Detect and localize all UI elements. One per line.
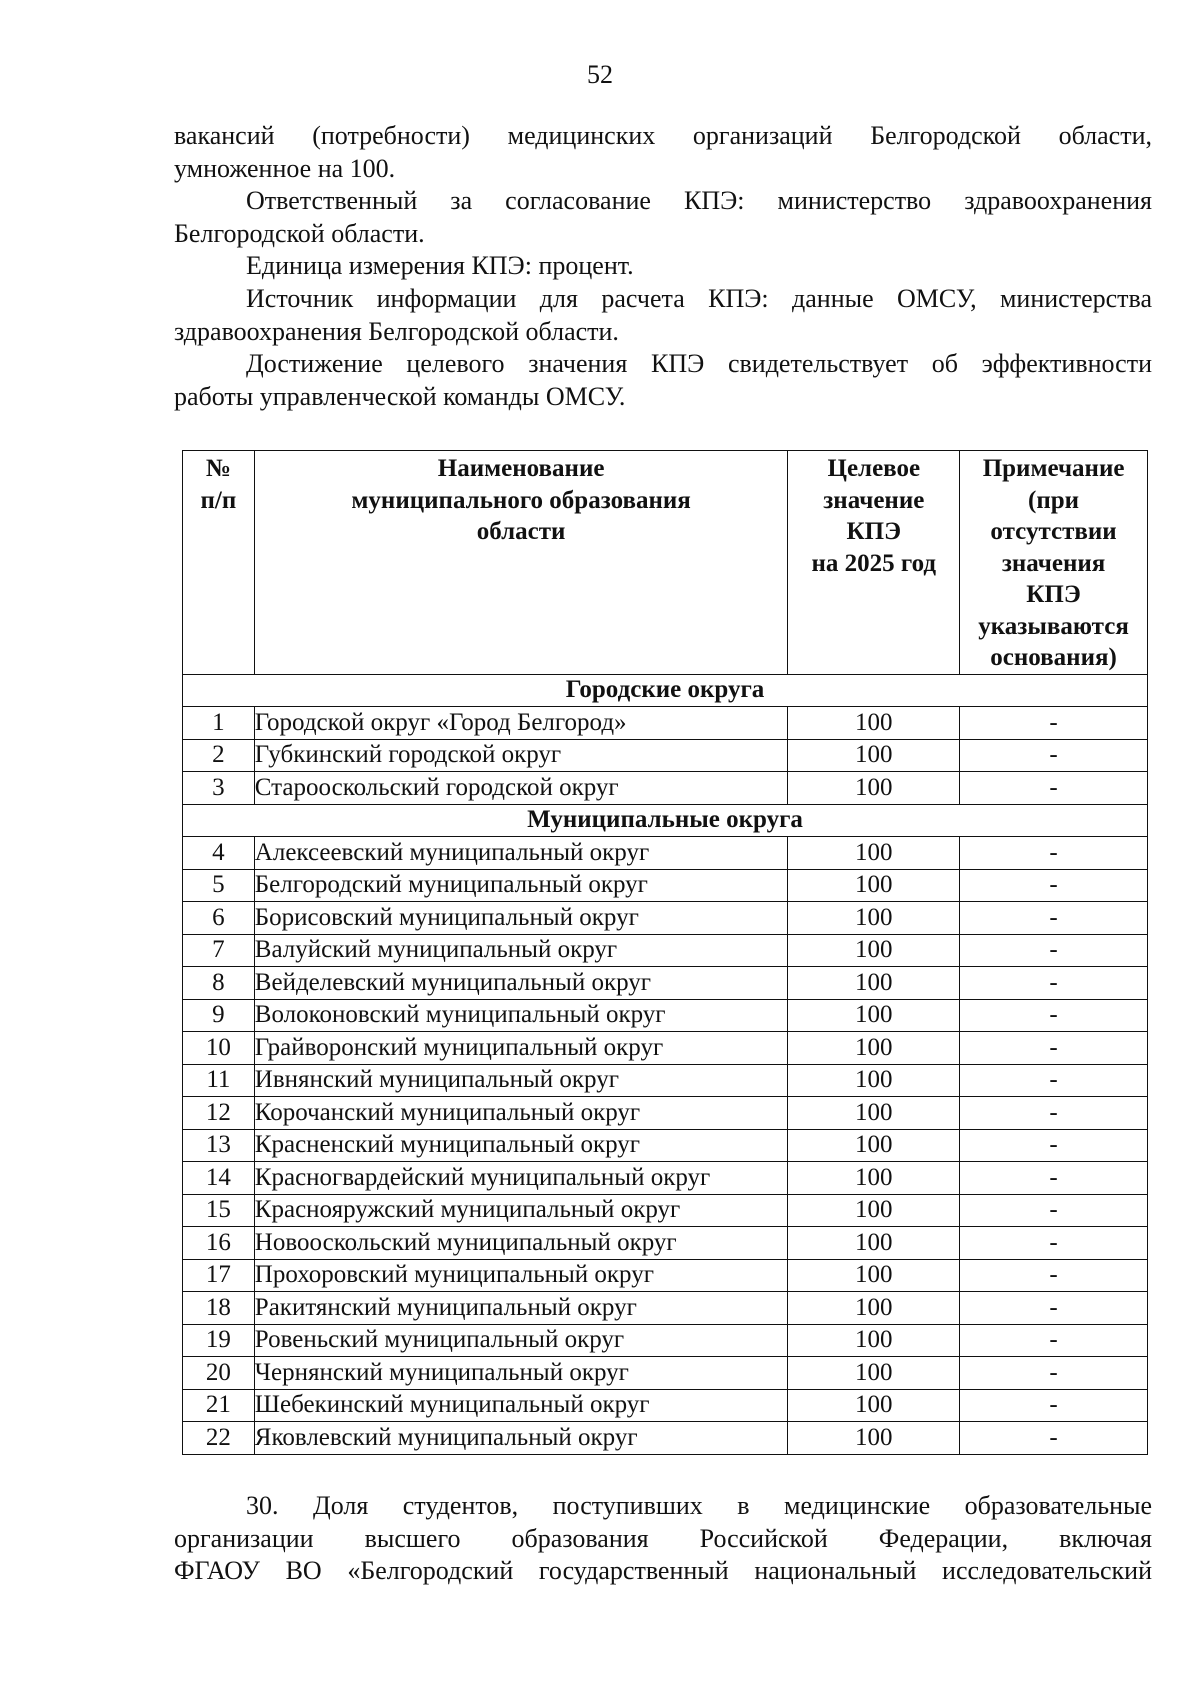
row-name: Городской округ «Город Белгород» [254, 707, 788, 740]
row-note: - [960, 869, 1148, 902]
row-value: 100 [788, 1162, 960, 1195]
table-row [183, 707, 1148, 740]
header-number-line1: № [205, 455, 231, 482]
row-number: 8 [183, 967, 255, 1000]
row-note: - [960, 1292, 1148, 1325]
intro-paragraph-4 [174, 283, 1152, 348]
table-header-row [183, 451, 1148, 675]
table-row [183, 739, 1148, 772]
row-value: 100 [788, 1324, 960, 1357]
row-note: - [960, 1064, 1148, 1097]
row-number: 4 [183, 837, 255, 870]
intro-paragraph-5 [174, 348, 1152, 413]
group-label-city: Городские округа [183, 674, 1148, 707]
row-value: 100 [788, 1422, 960, 1455]
row-value: 100 [788, 837, 960, 870]
row-note: - [960, 707, 1148, 740]
row-value: 100 [788, 1032, 960, 1065]
intro-p4-line2: здравоохранения Белгородской области. [174, 316, 619, 346]
table-row [183, 999, 1148, 1032]
header-value-line2: значение [823, 486, 925, 514]
row-value: 100 [788, 1227, 960, 1260]
header-note-line4: значения [1001, 549, 1106, 577]
row-note: - [960, 1422, 1148, 1455]
row-value: 100 [788, 902, 960, 935]
table-row [183, 967, 1148, 1000]
table-row [183, 1259, 1148, 1292]
header-number [183, 451, 255, 675]
row-name: Валуйский муниципальный округ [254, 934, 788, 967]
header-note [960, 451, 1148, 675]
row-number: 22 [183, 1422, 255, 1455]
table-row [183, 772, 1148, 805]
header-value-line1: Целевое [827, 455, 921, 482]
row-value: 100 [788, 1389, 960, 1422]
row-note: - [960, 934, 1148, 967]
row-number: 15 [183, 1194, 255, 1227]
table-row [183, 1324, 1148, 1357]
row-value: 100 [788, 934, 960, 967]
row-value: 100 [788, 707, 960, 740]
row-value: 100 [788, 772, 960, 805]
row-value: 100 [788, 1129, 960, 1162]
row-number: 6 [183, 902, 255, 935]
intro-paragraph-1 [174, 120, 1152, 185]
row-note: - [960, 1194, 1148, 1227]
row-note: - [960, 1324, 1148, 1357]
row-note: - [960, 1097, 1148, 1130]
row-number: 1 [183, 707, 255, 740]
group-row-city [183, 674, 1148, 707]
row-number: 7 [183, 934, 255, 967]
row-name: Ровеньский муниципальный округ [254, 1324, 788, 1357]
table-row [183, 1032, 1148, 1065]
group2-rows [183, 837, 1148, 1455]
header-note-line6: указываются [978, 612, 1129, 640]
row-name: Чернянский муниципальный округ [254, 1357, 788, 1390]
table-row [183, 1194, 1148, 1227]
row-number: 11 [183, 1064, 255, 1097]
row-number: 2 [183, 739, 255, 772]
header-name-line2: муниципального образования [351, 486, 691, 514]
intro-paragraph-3 [174, 250, 1152, 283]
row-value: 100 [788, 1097, 960, 1130]
row-value: 100 [788, 869, 960, 902]
row-name: Старооскольский городской округ [254, 772, 788, 805]
intro-paragraph-2 [174, 185, 1152, 250]
row-note: - [960, 772, 1148, 805]
row-note: - [960, 739, 1148, 772]
header-note-line2: (при [1028, 486, 1080, 514]
table-row [183, 1389, 1148, 1422]
row-number: 3 [183, 772, 255, 805]
row-name: Белгородский муниципальный округ [254, 869, 788, 902]
header-name-line1: Наименование [437, 455, 605, 482]
row-value: 100 [788, 967, 960, 1000]
row-number: 18 [183, 1292, 255, 1325]
table-row [183, 1357, 1148, 1390]
bottom-line3: ФГАОУ ВО «Белгородский государственный национальный исследовательский [174, 1556, 1152, 1586]
row-note: - [960, 1389, 1148, 1422]
row-value: 100 [788, 1357, 960, 1390]
header-value-line4: на 2025 год [811, 549, 937, 577]
row-number: 5 [183, 869, 255, 902]
row-name: Красногвардейский муниципальный округ [254, 1162, 788, 1195]
row-value: 100 [788, 1292, 960, 1325]
header-name [254, 451, 788, 675]
table-row [183, 1227, 1148, 1260]
intro-p5-line2: работы управленческой команды ОМСУ. [174, 381, 626, 411]
row-name: Корочанский муниципальный округ [254, 1097, 788, 1130]
page-number: 52 [587, 60, 613, 89]
header-number-line2: п/п [200, 486, 237, 514]
table-row [183, 902, 1148, 935]
row-number: 12 [183, 1097, 255, 1130]
row-number: 19 [183, 1324, 255, 1357]
row-note: - [960, 1259, 1148, 1292]
intro-p2-line1: Ответственный за согласование КПЭ: министерство здравоохранения [246, 186, 1152, 215]
table-row [183, 934, 1148, 967]
row-number: 20 [183, 1357, 255, 1390]
row-value: 100 [788, 739, 960, 772]
group-row-municipal [183, 804, 1148, 837]
row-name: Борисовский муниципальный округ [254, 902, 788, 935]
row-number: 21 [183, 1389, 255, 1422]
row-value: 100 [788, 999, 960, 1032]
kpi-table [182, 450, 1148, 1455]
row-name: Волоконовский муниципальный округ [254, 999, 788, 1032]
row-note: - [960, 837, 1148, 870]
intro-p3: Единица измерения КПЭ: процент. [246, 251, 634, 280]
row-value: 100 [788, 1064, 960, 1097]
bottom-line1: 30. Доля студентов, поступивших в медицинские образовательные [246, 1491, 1152, 1520]
bottom-line2: организации высшего образования Российской Федерации, включая [174, 1523, 1152, 1553]
header-note-line3: отсутствии [990, 518, 1117, 545]
intro-p2-line2: Белгородской области. [174, 218, 425, 248]
table-row [183, 1162, 1148, 1195]
bottom-paragraph [174, 1490, 1152, 1588]
row-name: Ракитянский муниципальный округ [254, 1292, 788, 1325]
row-name: Шебекинский муниципальный округ [254, 1389, 788, 1422]
row-name: Вейделевский муниципальный округ [254, 967, 788, 1000]
row-name: Грайворонский муниципальный округ [254, 1032, 788, 1065]
header-name-line3: области [476, 518, 566, 545]
row-note: - [960, 1227, 1148, 1260]
table-row [183, 1064, 1148, 1097]
row-name: Алексеевский муниципальный округ [254, 837, 788, 870]
table-row [183, 1129, 1148, 1162]
table-row [183, 1292, 1148, 1325]
row-number: 17 [183, 1259, 255, 1292]
intro-p1-line2: умноженное на 100. [174, 153, 396, 183]
row-note: - [960, 1032, 1148, 1065]
intro-p1-line1: вакансий (потребности) медицинских организаций Белгородской области, [174, 121, 1152, 150]
row-name: Красненский муниципальный округ [254, 1129, 788, 1162]
row-name: Губкинский городской округ [254, 739, 788, 772]
row-note: - [960, 999, 1148, 1032]
row-name: Ивнянский муниципальный округ [254, 1064, 788, 1097]
row-name: Краснояружский муниципальный округ [254, 1194, 788, 1227]
row-number: 13 [183, 1129, 255, 1162]
row-note: - [960, 1357, 1148, 1390]
header-note-line7: основания) [990, 644, 1117, 671]
row-number: 9 [183, 999, 255, 1032]
row-value: 100 [788, 1259, 960, 1292]
row-name: Яковлевский муниципальный округ [254, 1422, 788, 1455]
group-label-municipal: Муниципальные округа [183, 804, 1148, 837]
header-value [788, 451, 960, 675]
row-note: - [960, 902, 1148, 935]
table-row [183, 1097, 1148, 1130]
group1-rows [183, 707, 1148, 805]
intro-p5-line1: Достижение целевого значения КПЭ свидетельствует об эффективности [246, 349, 1152, 378]
row-name: Новооскольский муниципальный округ [254, 1227, 788, 1260]
header-note-line5: КПЭ [1026, 581, 1081, 608]
row-note: - [960, 967, 1148, 1000]
table-row [183, 837, 1148, 870]
row-name: Прохоровский муниципальный округ [254, 1259, 788, 1292]
row-number: 10 [183, 1032, 255, 1065]
header-value-line3: КПЭ [846, 518, 902, 545]
table-row [183, 1422, 1148, 1455]
table-row [183, 869, 1148, 902]
intro-p4-line1: Источник информации для расчета КПЭ: данные ОМСУ, министерства [246, 284, 1152, 313]
row-value: 100 [788, 1194, 960, 1227]
row-number: 14 [183, 1162, 255, 1195]
row-note: - [960, 1162, 1148, 1195]
row-note: - [960, 1129, 1148, 1162]
row-number: 16 [183, 1227, 255, 1260]
header-note-line1: Примечание [982, 455, 1125, 482]
